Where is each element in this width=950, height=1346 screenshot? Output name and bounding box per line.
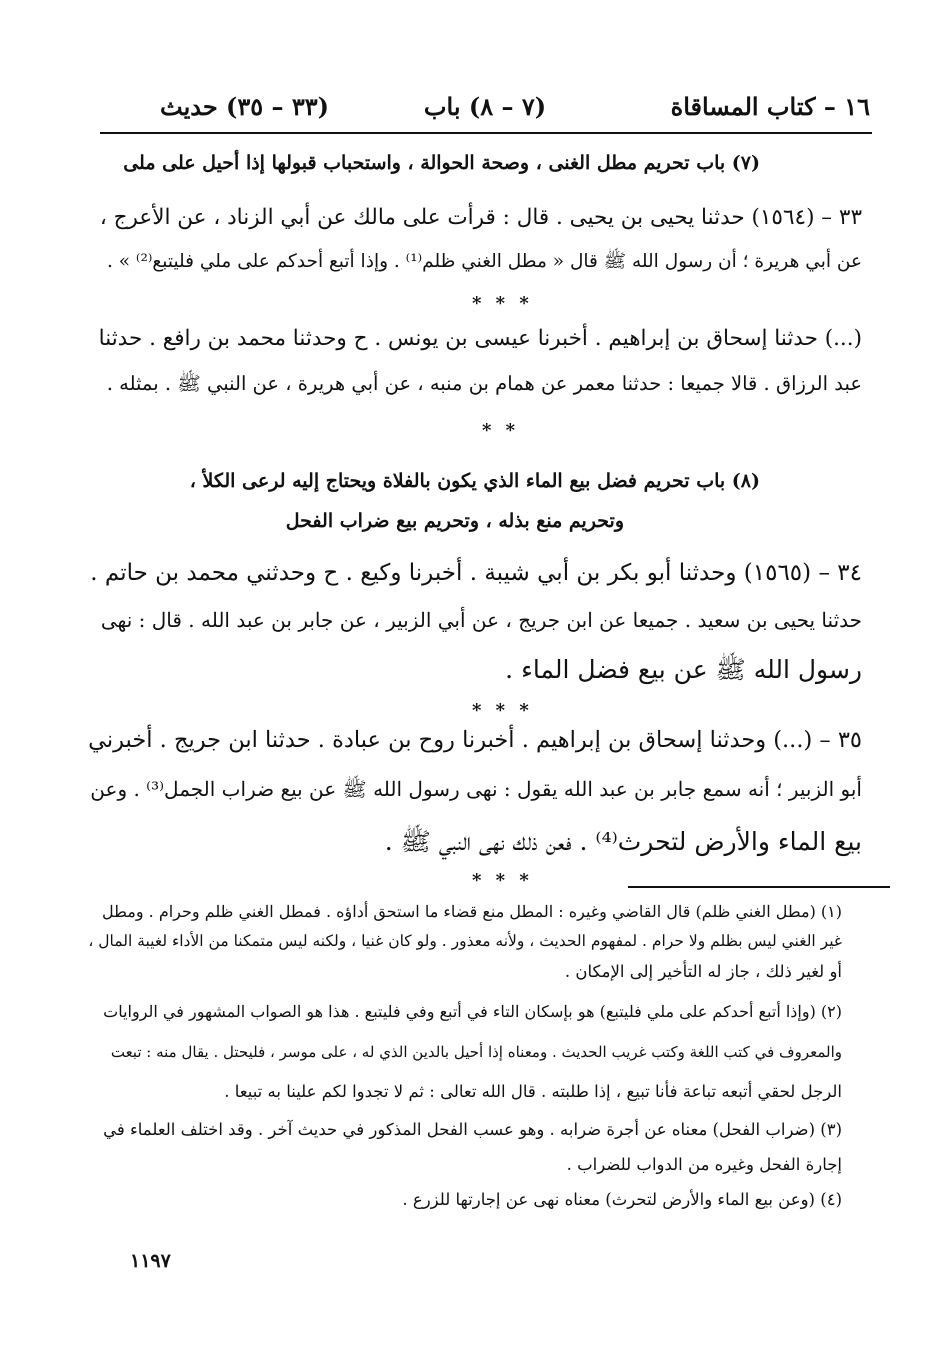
hadith-35-line-3: بيع الماء والأرض لتحرث⁽⁴⁾ . فعن ذلك نهى النبي ﷺ . (384, 827, 862, 856)
page-number: ١١٩٧ (130, 1250, 171, 1272)
footnote-2-line-2: والمعروف في كتب اللغة وكتب غريب الحديث . ومعناه إذا أحيل بالدين الذي له ، على موسر ، فليحتل . يقال منه : تبعت (110, 1043, 842, 1061)
footnote-3-line-1: (٣) (ضراب الفحل) معناه عن أجرة ضرابه . وهو عسب الفحل المذكور في حديث آخر . وقد اختلف العلماء في (103, 1120, 842, 1139)
separator-stars: * * * (472, 293, 533, 314)
footnote-2-line-1: (٢) (وإذا أتبع أحدكم على ملي فليتبع) هو بإسكان التاء في أتبع وفي فليتبع . هذا هو الصواب المشهور في الروايات (103, 1002, 842, 1021)
running-header (100, 92, 870, 132)
footnote-1-line-3: أو لغير ذلك ، جاز له التأخير إلى الإمكان . (564, 962, 842, 981)
hadith-34-line-3: رسول الله ﷺ عن بيع فضل الماء . (505, 655, 862, 684)
chapter-8-title-1: (٨) باب تحريم فضل بيع الماء الذي يكون بالفلاة ويحتاج إليه لرعى الكلأ ، (189, 470, 760, 492)
footnote-rule (628, 886, 890, 888)
hadith-35-line-2: أبو الزبير ؛ أنه سمع جابر بن عبد الله يقول : نهى رسول الله ﷺ عن بيع ضراب الجمل⁽³⁾ . وعن (90, 777, 862, 801)
hadith-33-line-1: ٣٣ – (١٥٦٤) حدثنا يحيى بن يحيى . قال : قرأت على مالك عن أبي الزناد ، عن الأعرج ، (99, 205, 862, 230)
header-book-title: ١٦ – كتاب المساقاة (670, 92, 870, 121)
hadith-34-line-1: ٣٤ – (١٥٦٥) وحدثنا أبو بكر بن أبي شيبة . أخبرنا وكيع . ح وحدثني محمد بن حاتم . (90, 560, 862, 586)
footnote-1-line-1: (١) (مطل الغني ظلم) قال القاضي وغيره : المطل منع قضاء ما استحق أداؤه . فمطل الغني ظلم وحرام . ومطل (102, 902, 842, 921)
hadith-34-line-2: حدثنا يحيى بن سعيد . جميعا عن ابن جريج ، عن أبي الزبير ، عن جابر بن عبد الله . قال : نهى (100, 608, 862, 632)
separator-stars: * * * (472, 700, 533, 721)
header-rule (100, 132, 872, 134)
hadith-35-line-1: ٣٥ – (...) وحدثنا إسحاق بن إبراهيم . أخبرنا روح بن عبادة . حدثنا ابن جريج . أخبرني (88, 727, 862, 753)
header-chapter-range: (٧ – ٨) باب (423, 92, 547, 121)
chapter-8-title-2: وتحريم منع بذله ، وتحريم بيع ضراب الفحل (285, 510, 624, 532)
hadith-33-line-2: عن أبي هريرة ؛ أن رسول الله ﷺ قال « مطل الغني ظلم⁽¹⁾ . وإذا أتبع أحدكم على ملي فليتبع⁽²⁾ » . (106, 251, 862, 272)
chapter-7-title: (٧) باب تحريم مطل الغنى ، وصحة الحوالة ، واستحباب قبولها إذا أحيل على ملى (123, 152, 760, 174)
header-hadith-range: (٣٣ – ٣٥) حديث (160, 92, 330, 121)
separator-stars: * * * (472, 870, 533, 891)
separator-stars: * * (482, 420, 520, 441)
hadith-33b-line-1: (...) حدثنا إسحاق بن إبراهيم . أخبرنا عيسى بن يونس . ح وحدثنا محمد بن رافع . حدثنا (98, 326, 862, 351)
footnote-4-line-1: (٤) (وعن بيع الماء والأرض لتحرث) معناه نهى عن إجارتها للزرع . (402, 1190, 842, 1209)
footnote-1-line-2: غير الغني ليس بظلم ولا حرام . لمفهوم الحديث ، ولأنه معذور . ولو كان غنيا ، ولكنه ليس متمكنا من الأداء لغيبة المال ، (88, 932, 842, 950)
hadith-33b-line-2: عبد الرزاق . قالا جميعا : حدثنا معمر عن همام بن منبه ، عن أبي هريرة ، عن النبي ﷺ . بمثله . (106, 372, 862, 395)
footnote-2-line-3: الرجل لحقي أتبعه تباعة فأنا تبيع ، إذا طلبته . قال الله تعالى : ثم لا تجدوا لكم علينا به تبيعا . (224, 1082, 842, 1101)
footnote-3-line-2: إجارة الفحل وغيره من الدواب للضراب . (566, 1155, 842, 1174)
